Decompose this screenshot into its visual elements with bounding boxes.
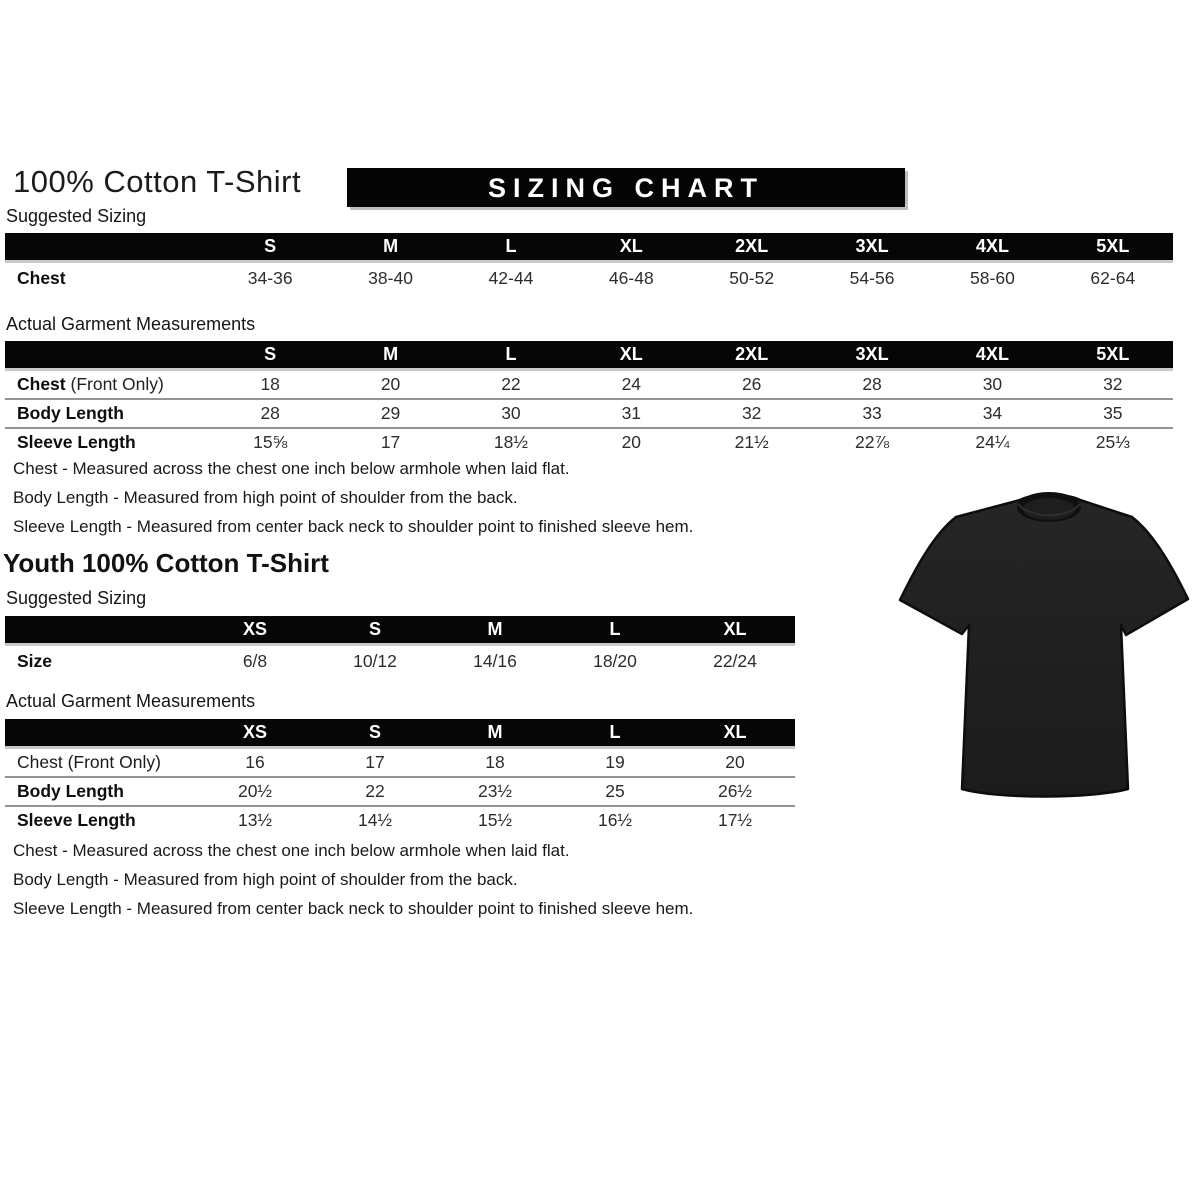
measurement-cell: 18 [485,751,505,772]
table-corner-cell [5,616,195,645]
note-chest: Chest - Measured across the chest one inch below armhole when laid flat. [13,459,570,478]
measurement-cell: 6/8 [242,651,268,672]
size-column-header-m: M [435,616,555,645]
measurement-cell: 24¼ [932,428,1052,457]
size-column-header-l: L [555,719,675,748]
table-row [5,399,1173,428]
size-column-header-xl: XL [675,616,795,645]
measurement-cell: 35 [1053,399,1173,428]
row-label: Chest (Front Only) [17,751,161,772]
measurement-cell: 22/24 [713,651,757,672]
measurement-cell: 15½ [435,806,555,835]
tshirt-collar-inner [1023,498,1075,520]
measurement-cell: 32 [692,399,812,428]
size-column-header-s: S [210,341,330,370]
measurement-cell: 14½ [315,806,435,835]
row-label: Body Length [5,777,195,806]
measurement-cell: 20½ [195,777,315,806]
page-title: 100% Cotton T-Shirt [13,164,302,199]
measurement-cell: 20 [725,751,745,772]
size-column-header-xs: XS [195,719,315,748]
black-tshirt-photo [892,486,1192,816]
measurement-cell: 17 [330,428,450,457]
size-column-header-xl: XL [571,233,691,262]
measurement-cell: 34-36 [247,268,293,289]
note-body-length: Body Length - Measured from high point of shoulder from the back. [13,870,518,889]
note-body-length: Body Length - Measured from high point of shoulder from the back. [13,488,518,507]
measurement-cell: 30 [451,399,571,428]
adult-suggested-sizing-label: Suggested Sizing [6,206,147,226]
size-column-header-xs: XS [195,616,315,645]
table-corner-cell [5,719,195,748]
measurement-cell: 30 [982,373,1003,394]
size-column-header-l: L [451,233,571,262]
note-sleeve-length: Sleeve Length - Measured from center back neck to shoulder point to finished sleeve hem. [13,899,694,918]
size-column-header-4xl: 4XL [932,233,1052,262]
measurement-cell: 50-52 [729,268,775,289]
table-row [5,370,1173,399]
size-column-header-4xl: 4XL [932,341,1052,370]
measurement-cell: 46-48 [608,268,654,289]
row-label: Chest [17,268,66,289]
table-corner-cell [5,341,210,370]
youth-suggested-sizing-label: Suggested Sizing [6,588,147,608]
measurement-cell: 15⅝ [210,428,330,457]
size-column-header-l: L [555,616,675,645]
measurement-cell: 31 [571,399,691,428]
measurement-cell: 22 [501,373,521,394]
measurement-cell: 17½ [675,806,795,835]
measurement-cell: 20 [380,373,401,394]
size-column-header-2xl: 2XL [692,233,812,262]
size-column-header-m: M [330,341,450,370]
row-label: Size [17,651,53,672]
measurement-cell: 62-64 [1090,268,1136,289]
table-row [5,428,1173,457]
size-column-header-5xl: 5XL [1053,341,1173,370]
size-column-header-s: S [315,616,435,645]
measurement-cell: 23½ [435,777,555,806]
table-corner-cell [5,233,210,262]
measurement-cell: 18½ [451,428,571,457]
table-row [5,806,795,835]
measurement-cell: 26½ [675,777,795,806]
table-row [5,777,795,806]
table-row [5,645,795,678]
measurement-cell: 16½ [555,806,675,835]
measurement-cell: 14/16 [473,651,517,672]
measurement-cell: 16 [245,751,265,772]
measurement-cell: 22 [315,777,435,806]
measurement-cell: 21½ [692,428,812,457]
youth-section-title: Youth 100% Cotton T-Shirt [3,548,329,578]
measurement-cell: 28 [210,399,330,428]
measurement-cell: 32 [1103,373,1123,394]
measurement-cell: 28 [862,373,882,394]
measurement-cell: 10/12 [353,651,397,672]
adult-actual-measurements-table [5,341,1173,457]
measurement-cell: 29 [330,399,450,428]
size-column-header-m: M [435,719,555,748]
size-column-header-m: M [330,233,450,262]
row-label: Sleeve Length [5,428,210,457]
measurement-cell: 17 [365,751,385,772]
size-column-header-xl: XL [571,341,691,370]
note-sleeve-length: Sleeve Length - Measured from center back neck to shoulder point to finished sleeve hem. [13,517,694,536]
sizing-chart-banner: SIZING CHART [347,168,905,207]
youth-actual-measurements-table [5,719,795,835]
measurement-cell: 25⅓ [1053,428,1173,457]
measurement-cell: 25 [555,777,675,806]
measurement-cell: 24 [621,373,642,394]
tshirt-body [900,495,1188,797]
measurement-cell: 58-60 [970,268,1015,289]
adult-actual-measurements-label: Actual Garment Measurements [6,314,256,334]
size-column-header-5xl: 5XL [1053,233,1173,262]
row-label: Sleeve Length [5,806,195,835]
size-column-header-3xl: 3XL [812,341,932,370]
measurement-cell: 18 [260,373,280,394]
size-column-header-xl: XL [675,719,795,748]
note-chest: Chest - Measured across the chest one inch below armhole when laid flat. [13,841,570,860]
measurement-cell: 19 [605,751,625,772]
measurement-cell: 26 [741,373,762,394]
table-row [5,748,795,777]
row-label: Chest (Front Only) [17,373,164,394]
measurement-cell: 54-56 [849,268,895,289]
size-column-header-2xl: 2XL [692,341,812,370]
measurement-cell: 34 [932,399,1052,428]
adult-measurement-notes [13,459,693,546]
table-row [5,262,1173,295]
youth-measurement-notes [13,841,693,928]
measurement-cell: 33 [812,399,932,428]
row-label: Body Length [5,399,210,428]
adult-suggested-sizing-table [5,233,1173,295]
size-column-header-s: S [210,233,330,262]
measurement-cell: 13½ [195,806,315,835]
row-label-suffix: (Front Only) [65,373,164,394]
measurement-cell: 38-40 [368,268,413,289]
size-column-header-s: S [315,719,435,748]
youth-actual-measurements-label: Actual Garment Measurements [6,691,256,711]
measurement-cell: 22⅞ [812,428,932,457]
measurement-cell: 42-44 [488,268,534,289]
youth-suggested-sizing-table [5,616,795,678]
size-column-header-3xl: 3XL [812,233,932,262]
measurement-cell: 18/20 [593,651,637,672]
measurement-cell: 20 [571,428,691,457]
size-column-header-l: L [451,341,571,370]
